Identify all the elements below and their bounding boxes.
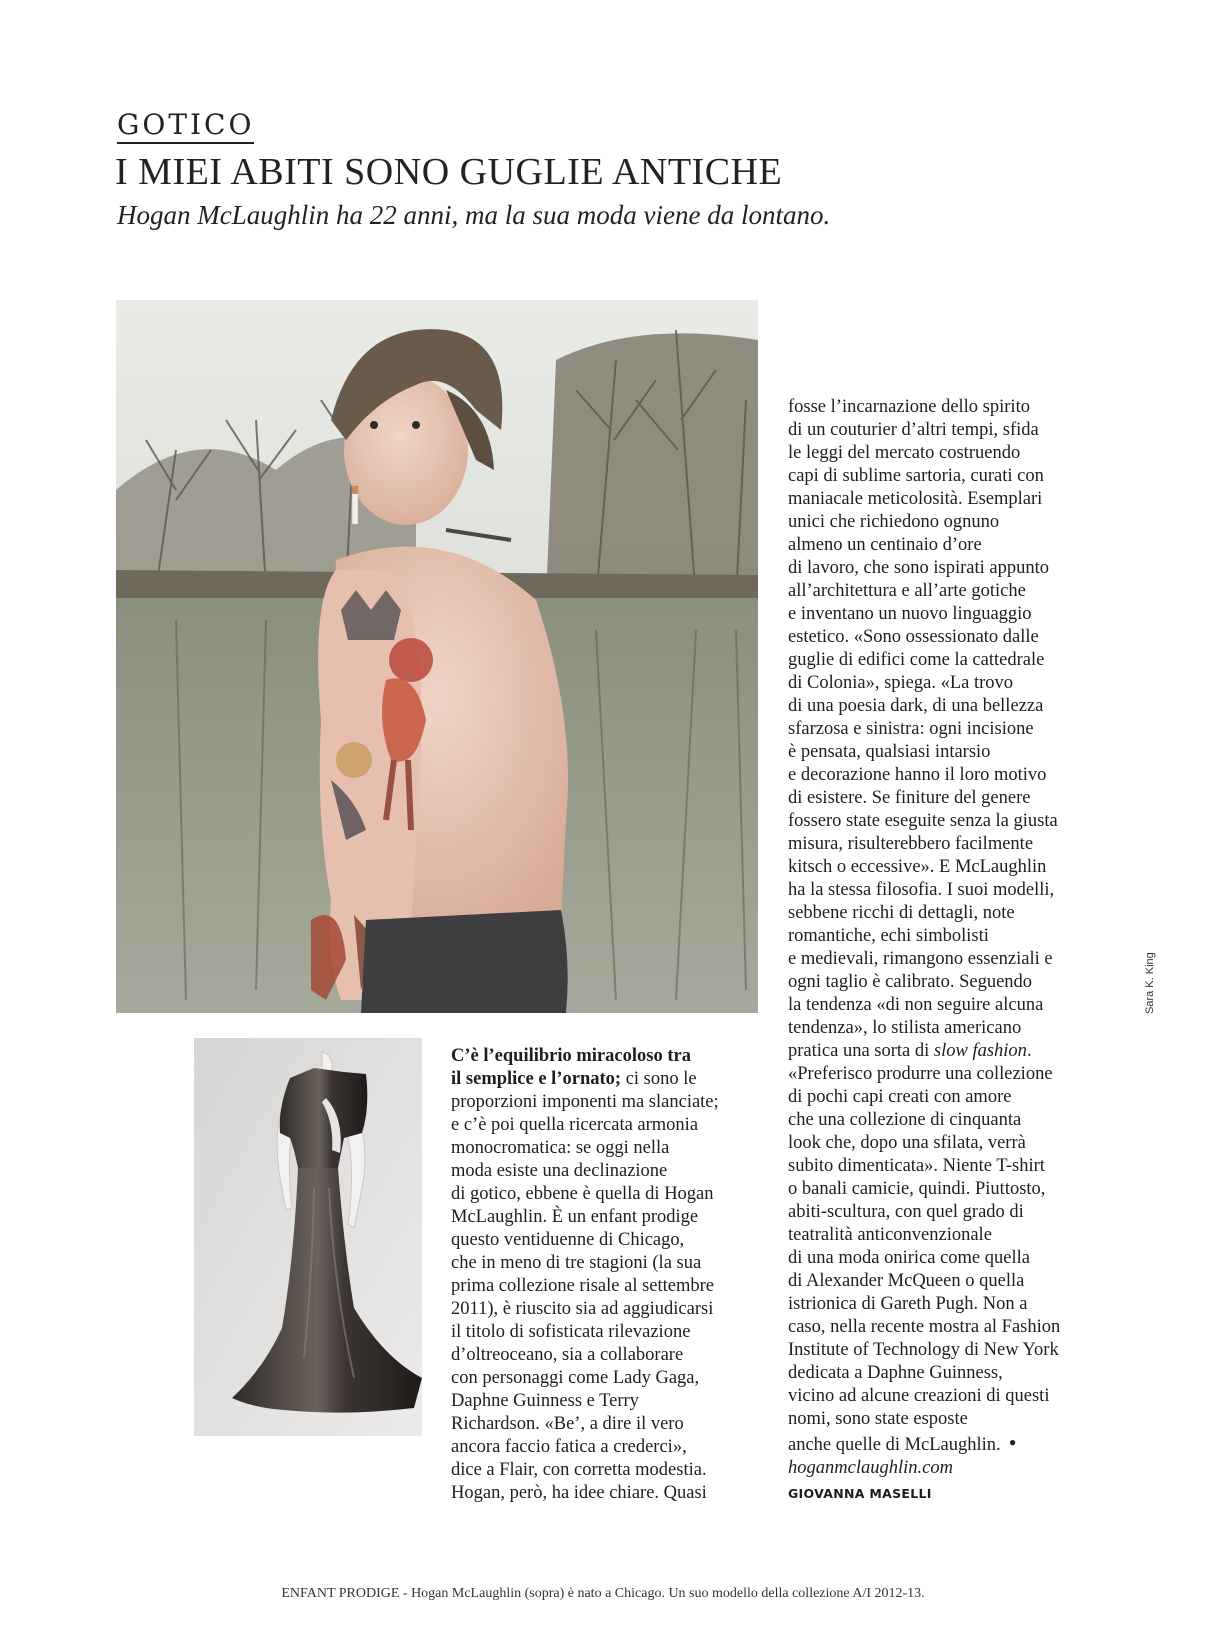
- end-mark: •: [1008, 1430, 1017, 1455]
- portrait-photo: [116, 300, 758, 1013]
- article-line: di Alexander McQueen o quella: [788, 1271, 1025, 1291]
- article-line: e decorazione hanno il loro motivo: [788, 765, 1047, 785]
- article-line: è pensata, qualsiasi intarsio: [788, 742, 991, 762]
- article-line: Daphne Guinness e Terry: [451, 1391, 639, 1411]
- photo-credit: Sara K. King: [1144, 952, 1156, 1014]
- article-line: con personaggi come Lady Gaga,: [451, 1368, 700, 1388]
- article-line: «Preferisco produrre una collezione: [788, 1064, 1053, 1084]
- article-line: unici che richiedono ognuno: [788, 512, 1000, 532]
- article-last-line: anche quelle di McLaughlin. •: [788, 1430, 1017, 1455]
- article-line: look che, dopo una sfilata, verrà: [788, 1133, 1026, 1153]
- article-line: il titolo di sofisticata rilevazione: [451, 1322, 691, 1342]
- article-line: di pochi capi creati con amore: [788, 1087, 1012, 1107]
- article-line: fossero state eseguite senza la giusta: [788, 811, 1058, 831]
- article-line: caso, nella recente mostra al Fashion: [788, 1317, 1061, 1337]
- article-line: di esistere. Se finiture del genere: [788, 788, 1031, 808]
- article-line: di gotico, ebbene è quella di Hogan: [451, 1184, 714, 1204]
- article-line: vicino ad alcune creazioni di questi: [788, 1386, 1050, 1406]
- article-line: nomi, sono state esposte: [788, 1409, 968, 1429]
- article-line: ha la stessa filosofia. I suoi modelli,: [788, 880, 1055, 900]
- article-line: sebbene ricchi di dettagli, note: [788, 903, 1015, 923]
- article-line: dice a Flair, con corretta modestia.: [451, 1460, 707, 1480]
- article-line: che in meno di tre stagioni (la sua: [451, 1253, 702, 1273]
- slow-fashion-term: slow fashion: [933, 1041, 1027, 1061]
- article-line: prima collezione risale al settembre: [451, 1276, 714, 1296]
- dress-photo: [194, 1038, 422, 1436]
- article-line: Hogan, però, ha idee chiare. Quasi: [451, 1483, 707, 1503]
- article-lead-bold-end: il semplice e l’ornato;: [451, 1069, 622, 1089]
- article-line: almeno un centinaio d’ore: [788, 535, 982, 555]
- standfirst: Hogan McLaughlin ha 22 anni, ma la sua moda viene da lontano.: [117, 200, 831, 230]
- article-line: teatralità anticonvenzionale: [788, 1225, 992, 1245]
- article-line: kitsch o eccessive». E McLaughlin: [788, 857, 1047, 877]
- article-line: il semplice e l’ornato; ci sono le: [451, 1069, 697, 1089]
- article-line: capi di sublime sartoria, curati con: [788, 466, 1044, 486]
- article-line: monocromatica: se oggi nella: [451, 1138, 670, 1158]
- article-line: sfarzosa e sinistra: ogni incisione: [788, 719, 1034, 739]
- article-line: di Colonia», spiega. «La trovo: [788, 673, 1014, 693]
- article-lead-bold-line: C’è l’equilibrio miracoloso tra: [451, 1046, 691, 1066]
- article-line: McLaughlin. È un enfant prodige: [451, 1207, 699, 1227]
- article-line: e medievali, rimangono essenziali e: [788, 949, 1053, 969]
- article-line: ancora faccio fatica a crederci»,: [451, 1437, 687, 1457]
- article-column-right: [788, 396, 1108, 1505]
- article-line: fosse l’incarnazione dello spirito: [788, 397, 1030, 417]
- article-line: tendenza», lo stilista americano: [788, 1018, 1022, 1038]
- photo-caption: ENFANT PRODIGE - Hogan McLaughlin (sopra) è nato a Chicago. Un suo modello della collezione A/I 2012-13.: [281, 1586, 925, 1601]
- article-line: moda esiste una declinazione: [451, 1161, 668, 1181]
- article-line: le leggi del mercato costruendo: [788, 443, 1021, 463]
- article-line: o banali camicie, quindi. Piuttosto,: [788, 1179, 1046, 1199]
- author-byline: GIOVANNA MASELLI: [788, 1486, 932, 1501]
- article-line: subito dimenticata». Niente T-shirt: [788, 1156, 1045, 1176]
- article-column-left: [451, 1045, 761, 1505]
- article-line: guglie di edifici come la cattedrale: [788, 650, 1045, 670]
- article-line: Richardson. «Be’, a dire il vero: [451, 1414, 684, 1434]
- article-line: di una moda onirica come quella: [788, 1248, 1030, 1268]
- article-line: ogni taglio è calibrato. Seguendo: [788, 972, 1033, 992]
- article-line: di un couturier d’altri tempi, sfida: [788, 420, 1039, 440]
- article-line: la tendenza «di non seguire alcuna: [788, 995, 1044, 1015]
- article-line: abiti-scultura, con quel grado di: [788, 1202, 1024, 1222]
- article-line: pratica una sorta di slow fashion.: [788, 1041, 1032, 1061]
- article-line: Institute of Technology di New York: [788, 1340, 1059, 1360]
- article-line: 2011), è riuscito sia ad aggiudicarsi: [451, 1299, 714, 1319]
- article-line: di lavoro, che sono ispirati appunto: [788, 558, 1050, 578]
- article-line: e c’è poi quella ricercata armonia: [451, 1115, 699, 1135]
- article-line: dedicata a Daphne Guinness,: [788, 1363, 1003, 1383]
- article-line: all’architettura e all’arte gotiche: [788, 581, 1026, 601]
- article-line: questo ventiduenne di Chicago,: [451, 1230, 685, 1250]
- article-line: proporzioni imponenti ma slanciate;: [451, 1092, 719, 1112]
- article-line: maniacale meticolosità. Esemplari: [788, 489, 1043, 509]
- article-line: estetico. «Sono ossessionato dalle: [788, 627, 1039, 647]
- article-line: misura, risulterebbero facilmente: [788, 834, 1034, 854]
- article-line: romantiche, echi simbolisti: [788, 926, 989, 946]
- section-label: GOTICO: [117, 108, 254, 144]
- article-line: di una poesia dark, di una bellezza: [788, 696, 1044, 716]
- article-line: istrionica di Gareth Pugh. Non a: [788, 1294, 1028, 1314]
- website-link[interactable]: hoganmclaughlin.com: [788, 1458, 953, 1478]
- article-line: e inventano un nuovo linguaggio: [788, 604, 1032, 624]
- headline: I MIEI ABITI SONO GUGLIE ANTICHE: [115, 151, 783, 193]
- article-line: che una collezione di cinquanta: [788, 1110, 1022, 1130]
- article-line: d’oltreoceano, sia a collaborare: [451, 1345, 684, 1365]
